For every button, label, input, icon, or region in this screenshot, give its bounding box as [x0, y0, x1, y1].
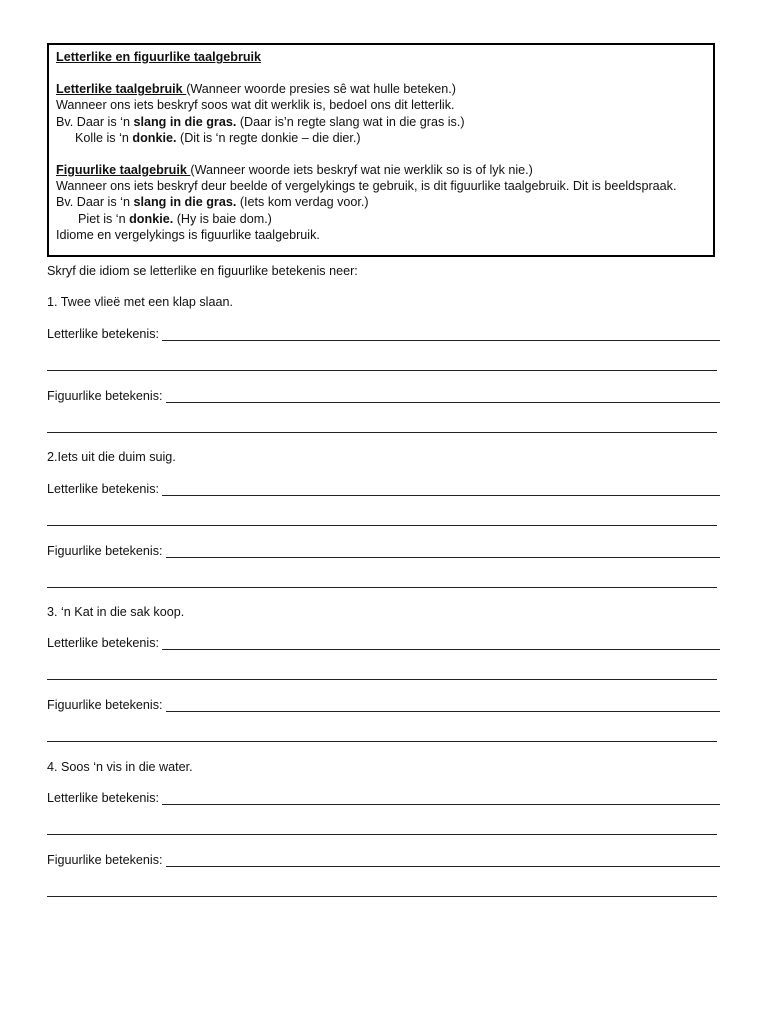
answer-3-figurative-line-2[interactable] [47, 741, 717, 742]
figurative-example-1: Bv. Daar is ‘n slang in die gras. (Iets kom verdag voor.) [56, 195, 369, 210]
answer-1-literal-line[interactable] [162, 328, 720, 341]
figurative-heading: Figuurlike taalgebruik [56, 163, 191, 178]
answer-2-figurative-row [47, 544, 720, 558]
literal-heading: Letterlike taalgebruik [56, 82, 187, 97]
answer-4-literal-line[interactable] [162, 792, 720, 805]
question-2: 2.Iets uit die duim suig. [47, 450, 176, 464]
answer-2-literal-line[interactable] [162, 483, 720, 496]
figurative-heading-line [56, 162, 706, 178]
figurative-heading-note: (Wanneer woorde iets beskryf wat nie werklik so is of lyk nie.) [190, 163, 533, 178]
answer-3-figurative-row [47, 698, 720, 712]
answer-2-literal-row [47, 482, 720, 496]
figurative-label: Figuurlike betekenis: [47, 698, 163, 712]
answer-1-literal-line-2[interactable] [47, 370, 717, 371]
literal-label: Letterlike betekenis: [47, 327, 160, 341]
figurative-label: Figuurlike betekenis: [47, 544, 163, 558]
literal-heading-note: (Wanneer woorde presies sê wat hulle beteken.) [186, 82, 456, 97]
instruction-text: Skryf die idiom se letterlike en figuurlike betekenis neer: [47, 264, 358, 278]
answer-4-figurative-line-2[interactable] [47, 896, 717, 897]
literal-description: Wanneer ons iets beskryf soos wat dit werklik is, bedoel ons dit letterlik. [56, 98, 455, 113]
answer-1-literal-row [47, 327, 720, 341]
question-3: 3. ‘n Kat in die sak koop. [47, 605, 185, 619]
question-1: 1. Twee vlieë met een klap slaan. [47, 295, 233, 309]
answer-4-literal-line-2[interactable] [47, 834, 717, 835]
box-title: Letterlike en figuurlike taalgebruik [56, 50, 262, 64]
literal-label: Letterlike betekenis: [47, 482, 160, 496]
figurative-example-2: Piet is ‘n donkie. (Hy is baie dom.) [78, 211, 272, 226]
answer-2-literal-line-2[interactable] [47, 525, 717, 526]
answer-2-figurative-line-2[interactable] [47, 587, 717, 588]
answer-3-literal-line-2[interactable] [47, 679, 717, 680]
figurative-label: Figuurlike betekenis: [47, 853, 163, 867]
literal-label: Letterlike betekenis: [47, 791, 160, 805]
figurative-description: Wanneer ons iets beskryf deur beelde of vergelykings te gebruik, is dit figuurlike taalgebruik. Dit is beeldspraak. [56, 179, 677, 194]
literal-label: Letterlike betekenis: [47, 636, 160, 650]
answer-1-figurative-row [47, 389, 720, 403]
figurative-label: Figuurlike betekenis: [47, 389, 163, 403]
literal-example-2: Kolle is ‘n donkie. (Dit is ‘n regte donkie – die dier.) [75, 130, 361, 145]
question-4: 4. Soos ‘n vis in die water. [47, 760, 193, 774]
info-box [47, 43, 715, 257]
answer-3-literal-row [47, 636, 720, 650]
literal-heading-line [56, 81, 706, 97]
answer-3-figurative-line[interactable] [166, 699, 720, 712]
answer-4-figurative-row [47, 853, 720, 867]
answer-3-literal-line[interactable] [162, 637, 720, 650]
answer-4-figurative-line[interactable] [166, 854, 720, 867]
answer-1-figurative-line-2[interactable] [47, 432, 717, 433]
answer-2-figurative-line[interactable] [166, 545, 720, 558]
answer-1-figurative-line[interactable] [166, 390, 720, 403]
literal-example-1: Bv. Daar is ‘n slang in die gras. (Daar is’n regte slang wat in die gras is.) [56, 114, 465, 129]
answer-4-literal-row [47, 791, 720, 805]
figurative-closing: Idiome en vergelykings is figuurlike taalgebruik. [56, 227, 320, 242]
